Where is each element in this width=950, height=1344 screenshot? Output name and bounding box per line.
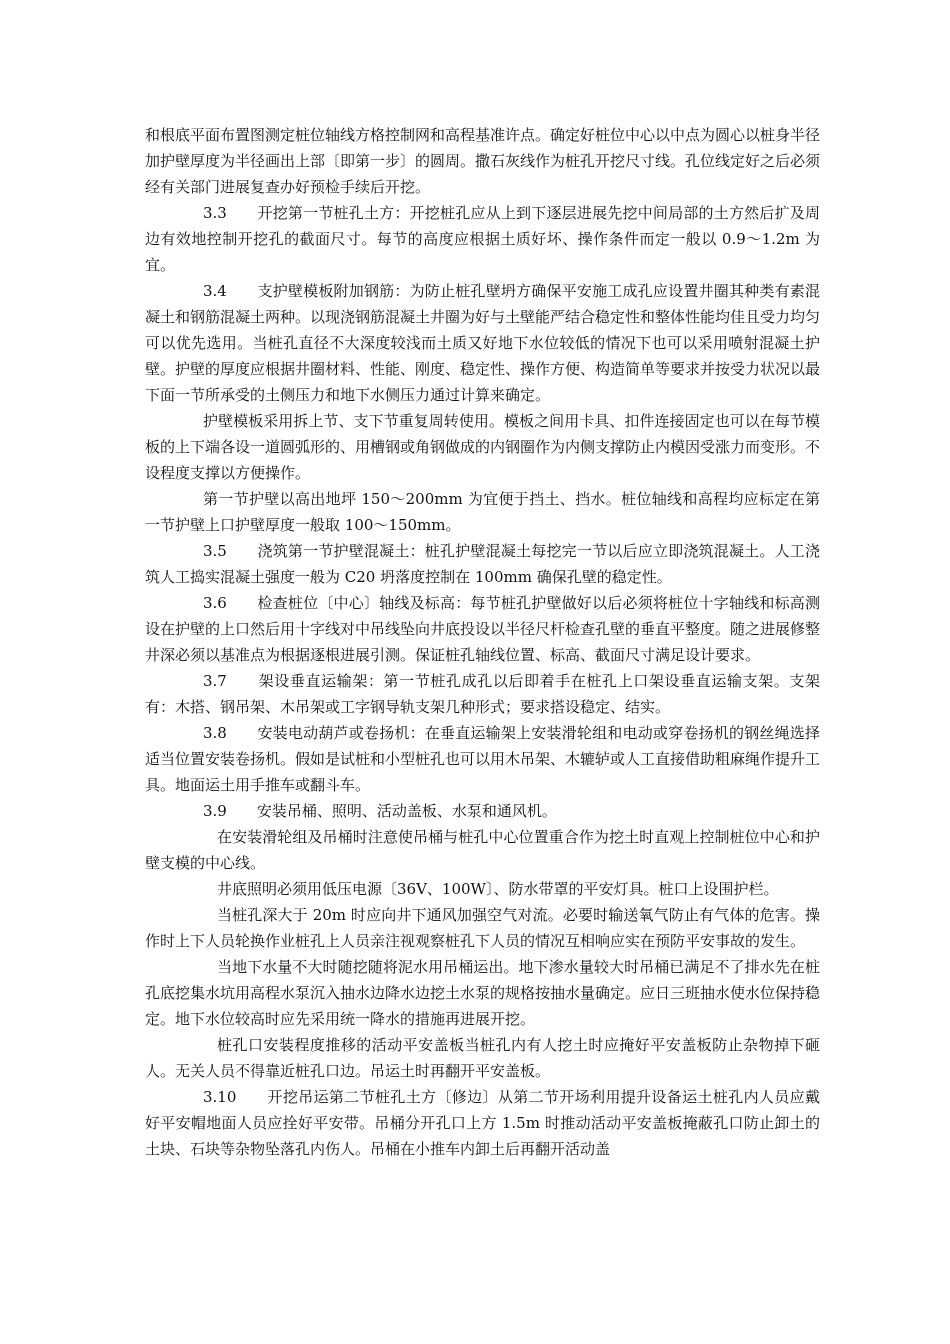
paragraph-p10: 在安装滑轮组及吊桶时注意使吊桶与桩孔中心位置重合作为挖土时直观上控制桩位中心和护壁支模的中心线。 [145,828,820,872]
paragraph-p12: 当桩孔深大于 20m 时应向井下通风加强空气对流。必要时输送氧气防止有气体的危害。操作时上下人员轮换作业桩孔上人员亲注视观察桩孔下人员的情况互相响应实在预防平安事故的发生。 [145,906,820,950]
paragraph-p14: 桩孔口安装程度推移的活动平安盖板当桩孔内有人挖土时应掩好平安盖板防止杂物掉下砸人。无关人员不得靠近桩孔口边。吊运土时再翻开平安盖板。 [145,1036,820,1080]
paragraph-p15: 3.10 开挖吊运第二节桩孔土方〔修边〕从第二节开场利用提升设备运土桩孔内人员应戴好平安帽地面人员应拴好平安带。吊桶分开孔口上方 1.5m 时推动活动平安盖板掩蔽孔口防止卸土的土块、石块等杂物坠落孔内伤人。吊桶在小推车内卸土后再翻开活动盖 [145,1088,820,1158]
paragraph-p1: 3.3 开挖第一节桩孔土方：开挖桩孔应从上到下逐层进展先挖中间局部的土方然后扩及周边有效地控制开挖孔的截面尺寸。每节的高度应根据土质好坏、操作条件而定一般以 0.9～1.2m 为宜。 [145,204,820,274]
paragraph-p11: 井底照明必须用低压电源〔36V、100W〕、防水带罩的平安灯具。桩口上设围护栏。 [217,880,779,898]
paragraph-p9: 3.9 安装吊桶、照明、活动盖板、水泵和通风机。 [203,802,557,820]
paragraph-p6: 3.6 检查桩位〔中心〕轴线及标高：每节桩孔护壁做好以后必须将桩位十字轴线和标高测设在护壁的上口然后用十字线对中吊线坠向井底投设以半径尺杆检查孔壁的垂直平整度。随之进展修整井深必须以基准点为根据逐根进展引测。保证桩孔轴线位置、标高、截面尺寸满足设计要求。 [145,594,821,664]
paragraph-p2: 3.4 支护壁模板附加钢筋：为防止桩孔壁坍方确保平安施工成孔应设置井圈其种类有素混凝土和钢筋混凝土两种。以现浇钢筋混凝土井圈为好与土壁能严结合稳定性和整体性能均佳且受力均匀可以优先选用。当桩孔直径不大深度较浅而土质又好地下水位较低的情况下也可以采用喷射混凝土护壁。护壁的厚度应根据井圈材料、性能、刚度、稳定性、操作方便、构造简单等要求并按受力状况以最下面一节所承受的土侧压力和地下水侧压力通过计算来确定。 [145,282,821,404]
paragraph-p7: 3.7 架设垂直运输架：第一节桩孔成孔以后即着手在桩孔上口架设垂直运输支架。支架有：木搭、钢吊架、木吊架或工字钢导轨支架几种形式；要求搭设稳定、结实。 [145,672,820,716]
paragraph-p4: 第一节护壁以高出地坪 150～200mm 为宜便于挡土、挡水。桩位轴线和高程均应标定在第一节护壁上口护壁厚度一般取 100～150mm。 [145,490,820,534]
paragraph-p8: 3.8 安装电动葫芦或卷扬机：在垂直运输架上安装滑轮组和电动或穿卷扬机的钢丝绳选择适当位置安装卷扬机。假如是试桩和小型桩孔也可以用木吊架、木辘轳或人工直接借助粗麻绳作提升工具。地面运土用手推车或翻斗车。 [145,724,821,794]
paragraph-p5: 3.5 浇筑第一节护壁混凝土：桩孔护壁混凝土每挖完一节以后应立即浇筑混凝土。人工浇筑人工捣实混凝土强度一般为 C20 坍落度控制在 100mm 确保孔壁的稳定性。 [145,542,820,586]
paragraph-p3: 护壁模板采用拆上节、支下节重复周转使用。模板之间用卡具、扣件连接固定也可以在每节模板的上下端各设一道圆弧形的、用槽钢或角钢做成的内钢圈作为内侧支撑防止内模因受涨力而变形。不设程度支撑以方便操作。 [145,412,821,482]
document-page [145,122,820,1162]
paragraph-p0: 和根底平面布置图测定桩位轴线方格控制网和高程基准许点。确定好桩位中心以中点为圆心以桩身半径加护壁厚度为半径画出上部〔即第一步〕的圆周。撒石灰线作为桩孔开挖尺寸线。孔位线定好之后必须经有关部门进展复查办好预检手续后开挖。 [145,126,821,196]
paragraph-p13: 当地下水量不大时随挖随将泥水用吊桶运出。地下渗水量较大时吊桶已满足不了排水先在桩孔底挖集水坑用高程水泵沉入抽水边降水边挖土水泵的规格按抽水量确定。应日三班抽水使水位保持稳定。地下水位较高时应先采用统一降水的措施再进展开挖。 [145,958,821,1028]
